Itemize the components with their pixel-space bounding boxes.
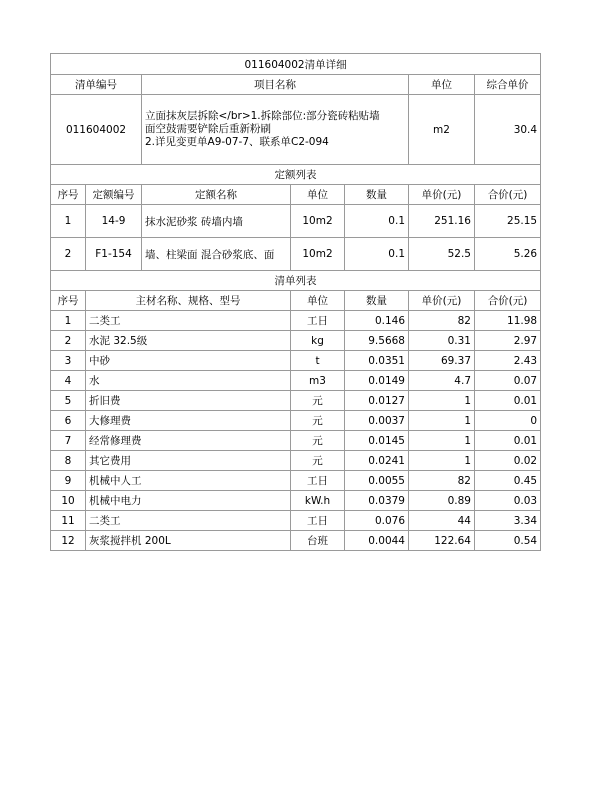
quota-qty: 0.1: [345, 205, 409, 238]
quota-unit: 10m2: [291, 238, 345, 271]
material-price: 82: [409, 471, 475, 491]
material-total: 0.03: [475, 491, 541, 511]
material-qty: 0.0241: [345, 451, 409, 471]
material-total: 0.07: [475, 371, 541, 391]
quota-code: F1-154: [86, 238, 142, 271]
bill-row: [51, 95, 541, 165]
material-total: 0: [475, 411, 541, 431]
material-no: 5: [51, 391, 86, 411]
material-row: [51, 351, 541, 371]
material-name: 二类工: [86, 311, 291, 331]
material-row: [51, 311, 541, 331]
material-unit: 工日: [291, 311, 345, 331]
detail-sheet: [50, 53, 540, 551]
material-qty: 0.076: [345, 511, 409, 531]
material-qty: 0.0044: [345, 531, 409, 551]
quota-col-unit: 单位: [291, 185, 345, 205]
bill-description-line1: 立面抹灰层拆除</br>1.拆除部位:部分瓷砖粘贴墙: [145, 110, 380, 122]
material-row: [51, 531, 541, 551]
material-no: 6: [51, 411, 86, 431]
material-price: 122.64: [409, 531, 475, 551]
material-no: 11: [51, 511, 86, 531]
material-price: 1: [409, 451, 475, 471]
material-qty: 0.0055: [345, 471, 409, 491]
material-total: 11.98: [475, 311, 541, 331]
material-no: 12: [51, 531, 86, 551]
bill-price: 30.4: [475, 95, 541, 165]
quota-no: 1: [51, 205, 86, 238]
material-total: 2.43: [475, 351, 541, 371]
material-unit: kW.h: [291, 491, 345, 511]
quota-no: 2: [51, 238, 86, 271]
material-total: 3.34: [475, 511, 541, 531]
quota-col-price: 单价(元): [409, 185, 475, 205]
sheet-title: 011604002清单详细: [51, 54, 541, 75]
material-no: 4: [51, 371, 86, 391]
material-unit: 元: [291, 431, 345, 451]
material-name: 折旧费: [86, 391, 291, 411]
material-col-name: 主材名称、规格、型号: [86, 291, 291, 311]
material-qty: 0.0379: [345, 491, 409, 511]
sheet-title-row: [51, 54, 541, 75]
quota-unit: 10m2: [291, 205, 345, 238]
quota-col-no: 序号: [51, 185, 86, 205]
material-row: [51, 491, 541, 511]
material-row: [51, 431, 541, 451]
material-name: 中砂: [86, 351, 291, 371]
quota-total: 25.15: [475, 205, 541, 238]
material-name: 机械中电力: [86, 491, 291, 511]
material-row: [51, 411, 541, 431]
material-name: 经常修理费: [86, 431, 291, 451]
material-price: 4.7: [409, 371, 475, 391]
material-no: 7: [51, 431, 86, 451]
quota-section-title: 定额列表: [51, 165, 541, 185]
material-row: [51, 331, 541, 351]
bill-code: 011604002: [51, 95, 142, 165]
material-unit: 元: [291, 391, 345, 411]
quota-code: 14-9: [86, 205, 142, 238]
bill-description-line2: 面空鼓需要铲除后重新粉刷: [145, 123, 271, 135]
material-unit: 工日: [291, 471, 345, 491]
bill-col-code: 清单编号: [51, 75, 142, 95]
material-no: 3: [51, 351, 86, 371]
material-no: 8: [51, 451, 86, 471]
quota-price: 251.16: [409, 205, 475, 238]
material-qty: 0.0351: [345, 351, 409, 371]
bill-description: [142, 95, 409, 165]
material-price: 1: [409, 411, 475, 431]
quota-name: 抹水泥砂浆 砖墙内墙: [142, 205, 291, 238]
material-qty: 0.146: [345, 311, 409, 331]
bill-col-price: 综合单价: [475, 75, 541, 95]
bill-unit: m2: [409, 95, 475, 165]
material-qty: 0.0149: [345, 371, 409, 391]
material-col-unit: 单位: [291, 291, 345, 311]
material-row: [51, 451, 541, 471]
material-row: [51, 371, 541, 391]
material-row: [51, 511, 541, 531]
material-qty: 0.0145: [345, 431, 409, 451]
quota-col-total: 合价(元): [475, 185, 541, 205]
material-no: 1: [51, 311, 86, 331]
material-col-total: 合价(元): [475, 291, 541, 311]
bill-description-line3: 2.详见变更单A9-07-7、联系单C2-094: [145, 136, 329, 148]
material-qty: 0.0037: [345, 411, 409, 431]
material-name: 水: [86, 371, 291, 391]
material-section-row: [51, 271, 541, 291]
quota-col-code: 定额编号: [86, 185, 142, 205]
material-unit: 元: [291, 451, 345, 471]
material-price: 0.31: [409, 331, 475, 351]
material-total: 0.54: [475, 531, 541, 551]
material-price: 44: [409, 511, 475, 531]
quota-row: [51, 238, 541, 271]
material-row: [51, 391, 541, 411]
quota-total: 5.26: [475, 238, 541, 271]
material-no: 10: [51, 491, 86, 511]
bill-col-name: 项目名称: [142, 75, 409, 95]
quota-price: 52.5: [409, 238, 475, 271]
material-unit: 工日: [291, 511, 345, 531]
quota-col-qty: 数量: [345, 185, 409, 205]
material-no: 2: [51, 331, 86, 351]
quota-col-name: 定额名称: [142, 185, 291, 205]
material-price: 69.37: [409, 351, 475, 371]
material-unit: t: [291, 351, 345, 371]
material-name: 其它费用: [86, 451, 291, 471]
material-total: 0.45: [475, 471, 541, 491]
detail-table: [50, 53, 541, 551]
material-col-qty: 数量: [345, 291, 409, 311]
material-total: 0.02: [475, 451, 541, 471]
material-col-price: 单价(元): [409, 291, 475, 311]
material-name: 灰浆搅拌机 200L: [86, 531, 291, 551]
material-name: 水泥 32.5级: [86, 331, 291, 351]
material-unit: m3: [291, 371, 345, 391]
material-price: 0.89: [409, 491, 475, 511]
material-total: 0.01: [475, 431, 541, 451]
material-qty: 9.5668: [345, 331, 409, 351]
quota-header-row: [51, 185, 541, 205]
material-unit: kg: [291, 331, 345, 351]
material-price: 1: [409, 391, 475, 411]
material-qty: 0.0127: [345, 391, 409, 411]
material-unit: 台班: [291, 531, 345, 551]
material-total: 2.97: [475, 331, 541, 351]
material-header-row: [51, 291, 541, 311]
material-total: 0.01: [475, 391, 541, 411]
quota-qty: 0.1: [345, 238, 409, 271]
material-price: 1: [409, 431, 475, 451]
bill-col-unit: 单位: [409, 75, 475, 95]
material-row: [51, 471, 541, 491]
material-name: 二类工: [86, 511, 291, 531]
material-price: 82: [409, 311, 475, 331]
material-name: 大修理费: [86, 411, 291, 431]
material-unit: 元: [291, 411, 345, 431]
material-col-no: 序号: [51, 291, 86, 311]
material-name: 机械中人工: [86, 471, 291, 491]
material-no: 9: [51, 471, 86, 491]
bill-header-row: [51, 75, 541, 95]
material-section-title: 清单列表: [51, 271, 541, 291]
quota-row: [51, 205, 541, 238]
quota-section-row: [51, 165, 541, 185]
quota-name: 墙、柱梁面 混合砂浆底、面: [142, 238, 291, 271]
